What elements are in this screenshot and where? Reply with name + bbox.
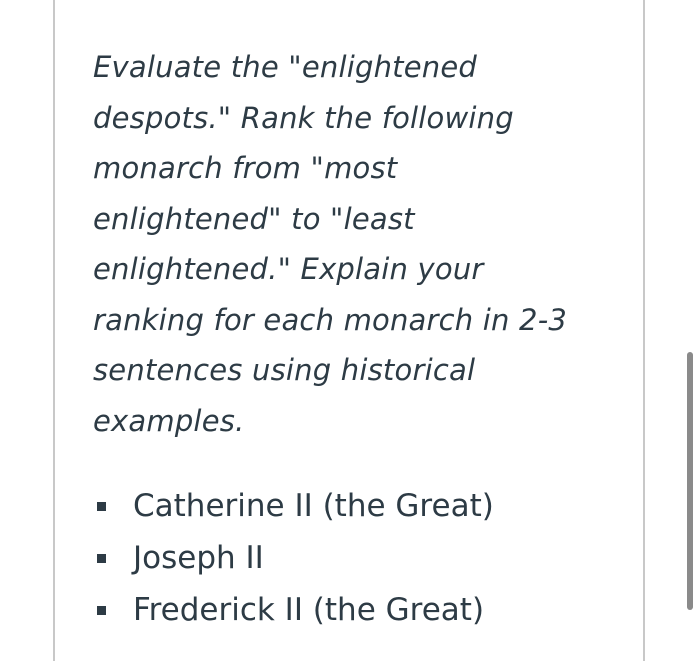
question-line: enlightened" to "least bbox=[93, 201, 415, 236]
question-line: sentences using historical bbox=[93, 353, 476, 387]
question-line: Evaluate the "enlightened bbox=[93, 50, 478, 84]
question-line: examples. bbox=[93, 403, 245, 438]
question-text bbox=[93, 42, 613, 446]
square-bullet-icon bbox=[97, 502, 106, 511]
list-item bbox=[95, 584, 494, 636]
scrollbar[interactable] bbox=[687, 352, 693, 610]
question-card bbox=[53, 0, 645, 661]
list-item bbox=[95, 532, 494, 584]
list-item-label: Joseph II bbox=[133, 540, 264, 576]
monarch-list bbox=[95, 480, 494, 636]
question-line: enlightened." Explain your bbox=[93, 252, 484, 286]
question-line: monarch from "most bbox=[93, 151, 398, 185]
list-item-label: Catherine II (the Great) bbox=[133, 488, 494, 524]
list-item bbox=[95, 480, 494, 532]
square-bullet-icon bbox=[97, 554, 106, 563]
question-line: ranking for each monarch in 2-3 bbox=[93, 302, 568, 337]
question-line: despots." Rank the following bbox=[93, 100, 514, 135]
square-bullet-icon bbox=[97, 606, 106, 615]
list-item-label: Frederick II (the Great) bbox=[133, 592, 485, 628]
